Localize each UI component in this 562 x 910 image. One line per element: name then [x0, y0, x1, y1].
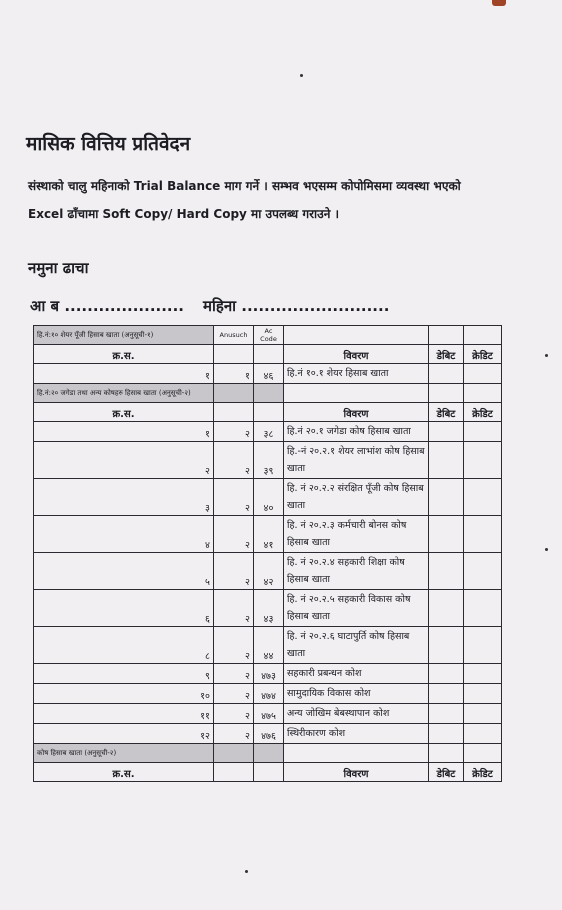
reserve-credit	[464, 516, 502, 553]
col-sn-header: क्र.स.	[34, 763, 214, 782]
speck	[545, 354, 548, 357]
reserve-credit	[464, 422, 502, 442]
reserve-ac-code: ४१	[254, 516, 284, 553]
section1-header-row	[34, 345, 502, 364]
reserve-credit	[464, 704, 502, 724]
reserve-credit	[464, 724, 502, 744]
document-title: मासिक वित्तिय प्रतिवेदन	[26, 133, 191, 155]
reserve-ac-code: ४७४	[254, 684, 284, 704]
reserve-description: हि. नं २०.२.३ कर्मचारी बोनस कोष हिसाब खाता	[284, 516, 429, 553]
reserve-anusuch: २	[214, 553, 254, 590]
reserve-debit	[429, 704, 464, 724]
trial-balance-table	[33, 325, 502, 782]
section1-title-row	[34, 326, 502, 345]
reserve-anusuch: २	[214, 479, 254, 516]
reserve-sn: ३	[34, 479, 214, 516]
reserve-anusuch: २	[214, 664, 254, 684]
reserve-description: हि. नं २०.२.२ संरक्षित पूँजी कोष हिसाब खाता	[284, 479, 429, 516]
reserve-anusuch: २	[214, 516, 254, 553]
reserve-ac-code: ४४	[254, 627, 284, 664]
reserve-description: हि.नं २०.१ जगेडा कोष हिसाब खाता	[284, 422, 429, 442]
reserve-description: हि. नं २०.२.४ सहकारी शिक्षा कोष हिसाब खाता	[284, 553, 429, 590]
section3-title: कोष हिसाब खाता (अनुसूची-२)	[34, 744, 214, 763]
reserve-description: सामुदायिक विकास कोश	[284, 684, 429, 704]
table-row	[34, 704, 502, 724]
share-sn: १	[34, 364, 214, 384]
reserve-credit	[464, 590, 502, 627]
reserve-debit	[429, 479, 464, 516]
reserve-description: हि. नं २०.२.५ सहकारी विकास कोष हिसाब खाता	[284, 590, 429, 627]
section1-title: हि.नं:१० शेयर पूँजी हिसाब खाता (अनुसूची-१)	[34, 326, 214, 345]
col-desc-header: विवरण	[284, 345, 429, 364]
instruction-paragraph: संस्थाको चालु महिनाको Trial Balance माग गर्ने । सम्भव भएसम्म कोपोमिसमा व्यवस्था भएको Excel ढाँचामा Soft Copy/ Hard Copy मा उपलब्ध गराउने ।	[28, 179, 461, 221]
reserve-ac-code: ३९	[254, 442, 284, 479]
col-desc-header: विवरण	[284, 763, 429, 782]
reserve-anusuch: २	[214, 442, 254, 479]
reserve-ac-code: ४२	[254, 553, 284, 590]
reserve-sn: ९	[34, 664, 214, 684]
reserve-debit	[429, 664, 464, 684]
reserve-description: सहकारी प्रबन्धन कोश	[284, 664, 429, 684]
reserve-anusuch: २	[214, 422, 254, 442]
table-row	[34, 627, 502, 664]
table-row	[34, 724, 502, 744]
table-row	[34, 364, 502, 384]
reserve-sn: १०	[34, 684, 214, 704]
reserve-debit	[429, 724, 464, 744]
reserve-credit	[464, 664, 502, 684]
reserve-credit	[464, 442, 502, 479]
section2-header-row	[34, 403, 502, 422]
table-row	[34, 590, 502, 627]
speck	[300, 74, 303, 77]
reserve-debit	[429, 684, 464, 704]
reserve-description: स्थिरीकारण कोश	[284, 724, 429, 744]
reserve-description: अन्य जोखिम बेबस्थापान कोश	[284, 704, 429, 724]
fiscal-year-field: आ ब .....................	[30, 297, 185, 315]
reserve-anusuch: २	[214, 724, 254, 744]
reserve-anusuch: २	[214, 590, 254, 627]
col-credit-header: क्रेडिट	[464, 763, 502, 782]
reserve-debit	[429, 553, 464, 590]
section2-title: हि.नं:२० जगेडा तथा अन्य कोषहरु हिसाब खाता (अनुसूची-२)	[34, 384, 214, 403]
col-desc-header: विवरण	[284, 403, 429, 422]
speck	[245, 870, 248, 873]
reserve-sn: १	[34, 422, 214, 442]
reserve-anusuch: २	[214, 627, 254, 664]
reserve-ac-code: ३८	[254, 422, 284, 442]
reserve-ac-code: ४०	[254, 479, 284, 516]
col-credit-header: क्रेडिट	[464, 403, 502, 422]
col-anusuch-header: Anusuch	[214, 326, 254, 345]
section2-title-row	[34, 384, 502, 403]
section3-title-row	[34, 744, 502, 763]
reserve-credit	[464, 627, 502, 664]
share-debit	[429, 364, 464, 384]
table-row	[34, 442, 502, 479]
reserve-description: हि.-नं २०.२.१ शेयर लाभांश कोष हिसाब खाता	[284, 442, 429, 479]
share-ac-code: ४६	[254, 364, 284, 384]
share-credit	[464, 364, 502, 384]
table-row	[34, 664, 502, 684]
sample-format-label: नमुना ढाचा	[28, 259, 89, 277]
col-sn-header: क्र.स.	[34, 403, 214, 422]
speck	[545, 548, 548, 551]
reserve-credit	[464, 684, 502, 704]
reserve-sn: १२	[34, 724, 214, 744]
reserve-debit	[429, 516, 464, 553]
reserve-sn: ११	[34, 704, 214, 724]
table-row	[34, 553, 502, 590]
col-debit-header: डेबिट	[429, 345, 464, 364]
col-sn-header: क्र.स.	[34, 345, 214, 364]
col-debit-header: डेबिट	[429, 763, 464, 782]
month-field: महिना ..........................	[203, 297, 390, 315]
reserve-ac-code: ४७५	[254, 704, 284, 724]
reserve-ac-code: ४७६	[254, 724, 284, 744]
reserve-credit	[464, 479, 502, 516]
col-ac-code-header: Ac Code	[254, 326, 284, 345]
reserve-credit	[464, 553, 502, 590]
reserve-debit	[429, 422, 464, 442]
reserve-ac-code: ४३	[254, 590, 284, 627]
table-row	[34, 479, 502, 516]
reserve-ac-code: ४७३	[254, 664, 284, 684]
reserve-sn: ४	[34, 516, 214, 553]
reserve-anusuch: २	[214, 684, 254, 704]
reserve-anusuch: २	[214, 704, 254, 724]
reserve-sn: ८	[34, 627, 214, 664]
reserve-sn: ६	[34, 590, 214, 627]
col-debit-header: डेबिट	[429, 403, 464, 422]
reserve-debit	[429, 442, 464, 479]
trial-balance-body	[34, 326, 502, 782]
share-anusuch: १	[214, 364, 254, 384]
col-credit-header: क्रेडिट	[464, 345, 502, 364]
share-description: हि.नं १०.१ शेयर हिसाब खाता	[284, 364, 429, 384]
table-row	[34, 422, 502, 442]
table-row	[34, 516, 502, 553]
reserve-debit	[429, 627, 464, 664]
reserve-description: हि. नं २०.२.६ घाटापुर्ति कोष हिसाब खाता	[284, 627, 429, 664]
reserve-sn: २	[34, 442, 214, 479]
reserve-sn: ५	[34, 553, 214, 590]
section3-header-row	[34, 763, 502, 782]
reserve-debit	[429, 590, 464, 627]
paper-clip-mark	[492, 0, 506, 6]
table-row	[34, 684, 502, 704]
